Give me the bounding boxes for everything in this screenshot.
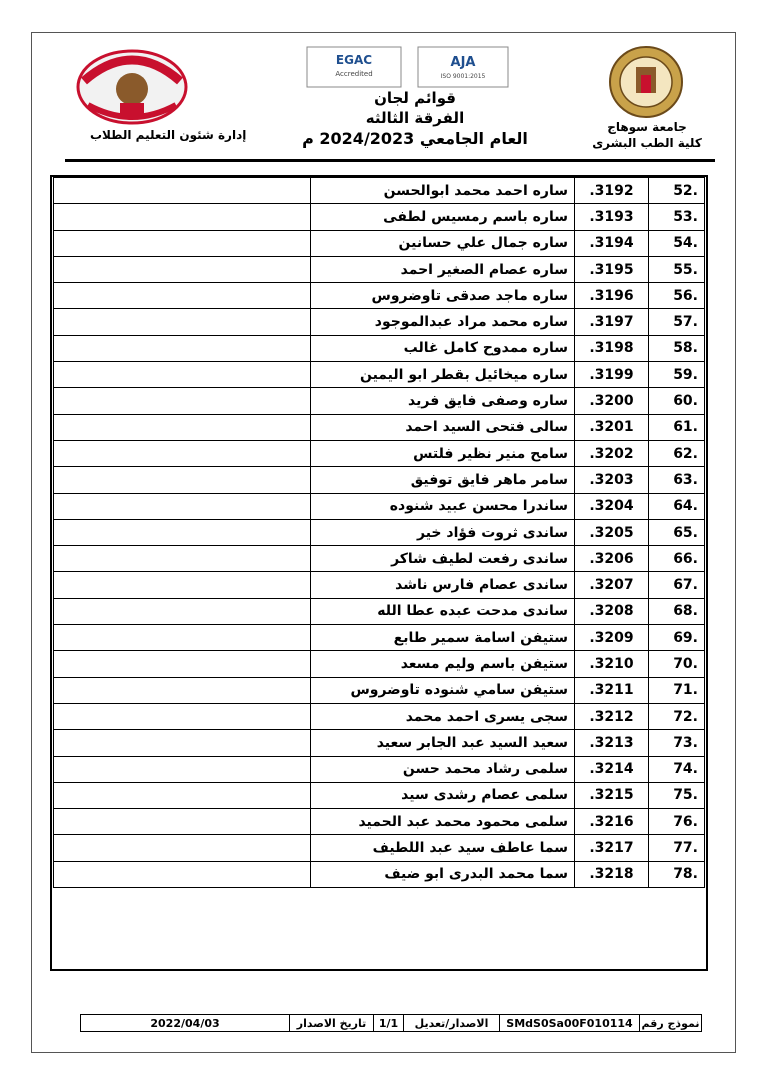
table-row xyxy=(54,178,705,204)
student-name-cell: ساره وصفى فايق فريد xyxy=(311,388,575,414)
signature-cell xyxy=(54,178,311,204)
table-row xyxy=(54,861,705,887)
student-name-cell: ساندى عصام فارس ناشد xyxy=(311,572,575,598)
signature-cell xyxy=(54,414,311,440)
seat-number-cell: 3196. xyxy=(575,283,649,309)
seat-number-cell: 3217. xyxy=(575,835,649,861)
seat-number-cell: 3218. xyxy=(575,861,649,887)
serial-cell: .52 xyxy=(649,178,705,204)
table-row xyxy=(54,572,705,598)
seat-number-cell: 3216. xyxy=(575,809,649,835)
seat-number-cell: 3192. xyxy=(575,178,649,204)
signature-cell xyxy=(54,335,311,361)
student-name-cell: ساندى ثروت فؤاد خير xyxy=(311,519,575,545)
signature-cell xyxy=(54,519,311,545)
table-row xyxy=(54,835,705,861)
seat-number-cell: 3205. xyxy=(575,519,649,545)
table-row xyxy=(54,809,705,835)
serial-cell: .77 xyxy=(649,835,705,861)
student-name-cell: سعيد السيد عبد الجابر سعيد xyxy=(311,730,575,756)
signature-cell xyxy=(54,861,311,887)
serial-cell: .56 xyxy=(649,283,705,309)
issue-date-label: تاريخ الاصدار xyxy=(289,1015,373,1031)
signature-cell xyxy=(54,651,311,677)
seat-number-cell: 3203. xyxy=(575,467,649,493)
serial-cell: .70 xyxy=(649,651,705,677)
student-name-cell: ساندرا محسن عبيد شنوده xyxy=(311,493,575,519)
seat-number-cell: 3206. xyxy=(575,546,649,572)
serial-cell: .61 xyxy=(649,414,705,440)
table-row xyxy=(54,467,705,493)
university-logo xyxy=(607,45,685,120)
table-row xyxy=(54,703,705,729)
seat-number-cell: 3202. xyxy=(575,440,649,466)
student-name-cell: سلمى عصام رشدى سيد xyxy=(311,782,575,808)
signature-cell xyxy=(54,572,311,598)
table-row xyxy=(54,782,705,808)
student-name-cell: ساره عصام الصغير احمد xyxy=(311,256,575,282)
student-name-cell: ساره ميخائيل بقطر ابو اليمين xyxy=(311,362,575,388)
svg-text:EGAC: EGAC xyxy=(335,53,373,67)
table-row xyxy=(54,730,705,756)
seat-number-cell: 3207. xyxy=(575,572,649,598)
document-title xyxy=(300,88,530,150)
signature-cell xyxy=(54,388,311,414)
seat-number-cell: 3212. xyxy=(575,703,649,729)
student-name-cell: ساره باسم رمسيس لطفى xyxy=(311,204,575,230)
svg-text:Accredited: Accredited xyxy=(335,70,373,78)
signature-cell xyxy=(54,493,311,519)
student-name-cell: سامح منير نظير فلتس xyxy=(311,440,575,466)
serial-cell: .76 xyxy=(649,809,705,835)
serial-cell: .75 xyxy=(649,782,705,808)
seat-number-cell: 3210. xyxy=(575,651,649,677)
serial-cell: .71 xyxy=(649,677,705,703)
signature-cell xyxy=(54,440,311,466)
signature-cell xyxy=(54,625,311,651)
table-row xyxy=(54,756,705,782)
seat-number-cell: 3213. xyxy=(575,730,649,756)
table-row xyxy=(54,362,705,388)
student-name-cell: ساره جمال علي حسانين xyxy=(311,230,575,256)
header-divider xyxy=(65,159,715,162)
form-number-value: SMdS0Sa00F010114 xyxy=(499,1015,639,1031)
document-footer xyxy=(80,1014,702,1032)
table-row xyxy=(54,677,705,703)
serial-cell: .73 xyxy=(649,730,705,756)
college-label: كلية الطب البشرى xyxy=(592,136,702,150)
seat-number-cell: 3195. xyxy=(575,256,649,282)
table-row xyxy=(54,414,705,440)
seat-number-cell: 3204. xyxy=(575,493,649,519)
seat-number-cell: 3200. xyxy=(575,388,649,414)
serial-cell: .68 xyxy=(649,598,705,624)
seat-number-cell: 3201. xyxy=(575,414,649,440)
serial-cell: .64 xyxy=(649,493,705,519)
student-name-cell: ساندى مدحت عبده عطا الله xyxy=(311,598,575,624)
table-row xyxy=(54,519,705,545)
seat-number-cell: 3197. xyxy=(575,309,649,335)
university-label: جامعة سوهاج xyxy=(607,120,687,134)
table-row xyxy=(54,546,705,572)
student-name-cell: سامر ماهر فايق توفيق xyxy=(311,467,575,493)
student-name-cell: ستيفن اسامة سمير طابع xyxy=(311,625,575,651)
table-row xyxy=(54,204,705,230)
student-roster-table xyxy=(53,177,705,888)
serial-cell: .55 xyxy=(649,256,705,282)
student-name-cell: سالى فتحى السيد احمد xyxy=(311,414,575,440)
student-name-cell: سلمى محمود محمد عبد الحميد xyxy=(311,809,575,835)
university-name xyxy=(592,119,702,151)
signature-cell xyxy=(54,283,311,309)
signature-cell xyxy=(54,782,311,808)
faculty-logo xyxy=(70,45,194,127)
serial-cell: .59 xyxy=(649,362,705,388)
serial-cell: .67 xyxy=(649,572,705,598)
student-name-cell: ساره محمد مراد عبدالموجود xyxy=(311,309,575,335)
serial-cell: .60 xyxy=(649,388,705,414)
table-row xyxy=(54,493,705,519)
seat-number-cell: 3214. xyxy=(575,756,649,782)
serial-cell: .74 xyxy=(649,756,705,782)
serial-cell: .69 xyxy=(649,625,705,651)
revision-label: الاصدار/تعديل xyxy=(403,1015,499,1031)
seat-number-cell: 3199. xyxy=(575,362,649,388)
student-name-cell: سجى يسرى احمد محمد xyxy=(311,703,575,729)
signature-cell xyxy=(54,809,311,835)
signature-cell xyxy=(54,256,311,282)
issue-date-value: 2022/04/03 xyxy=(150,1016,220,1030)
revision-value: 1/1 xyxy=(373,1015,403,1031)
student-name-cell: سما عاطف سيد عبد اللطيف xyxy=(311,835,575,861)
seat-number-cell: 3198. xyxy=(575,335,649,361)
serial-cell: .53 xyxy=(649,204,705,230)
student-name-cell: سلمى رشاد محمد حسن xyxy=(311,756,575,782)
certification-logos xyxy=(306,46,510,88)
title-committee-lists: قوائم لجان xyxy=(374,89,456,107)
table-row xyxy=(54,256,705,282)
serial-cell: .66 xyxy=(649,546,705,572)
table-row xyxy=(54,388,705,414)
seat-number-cell: 3208. xyxy=(575,598,649,624)
signature-cell xyxy=(54,467,311,493)
student-name-cell: ستيفن باسم وليم مسعد xyxy=(311,651,575,677)
signature-cell xyxy=(54,677,311,703)
student-name-cell: ساره ممدوح كامل غالب xyxy=(311,335,575,361)
svg-text:AJA: AJA xyxy=(450,55,476,70)
seat-number-cell: 3211. xyxy=(575,677,649,703)
signature-cell xyxy=(54,362,311,388)
signature-cell xyxy=(54,546,311,572)
table-row xyxy=(54,625,705,651)
seat-number-cell: 3209. xyxy=(575,625,649,651)
serial-cell: .58 xyxy=(649,335,705,361)
signature-cell xyxy=(54,598,311,624)
student-name-cell: سما محمد البدرى ابو ضيف xyxy=(311,861,575,887)
table-row xyxy=(54,283,705,309)
serial-cell: .62 xyxy=(649,440,705,466)
table-row xyxy=(54,651,705,677)
serial-cell: .54 xyxy=(649,230,705,256)
seat-number-cell: 3194. xyxy=(575,230,649,256)
signature-cell xyxy=(54,230,311,256)
student-name-cell: ساره ماجد صدقى تاوضروس xyxy=(311,283,575,309)
student-name-cell: ساره احمد محمد ابوالحسن xyxy=(311,178,575,204)
serial-cell: .63 xyxy=(649,467,705,493)
table-row xyxy=(54,598,705,624)
roster-body xyxy=(54,178,705,888)
table-row xyxy=(54,230,705,256)
signature-cell xyxy=(54,730,311,756)
signature-cell xyxy=(54,835,311,861)
table-row xyxy=(54,335,705,361)
form-number-label: نموذج رقم xyxy=(639,1015,701,1031)
serial-cell: .78 xyxy=(649,861,705,887)
seat-number-cell: 3193. xyxy=(575,204,649,230)
title-year-group: الفرقة الثالثه xyxy=(365,109,465,127)
svg-text:ISO 9001:2015: ISO 9001:2015 xyxy=(440,73,486,80)
serial-cell: .57 xyxy=(649,309,705,335)
academic-year: العام الجامعي 2024/2023 م xyxy=(302,129,528,148)
student-name-cell: ساندى رفعت لطيف شاكر xyxy=(311,546,575,572)
signature-cell xyxy=(54,756,311,782)
serial-cell: .72 xyxy=(649,703,705,729)
table-row xyxy=(54,309,705,335)
signature-cell xyxy=(54,204,311,230)
seat-number-cell: 3215. xyxy=(575,782,649,808)
student-name-cell: ستيفن سامي شنوده تاوضروس xyxy=(311,677,575,703)
signature-cell xyxy=(54,703,311,729)
signature-cell xyxy=(54,309,311,335)
department-label: إدارة شئون التعليم الطلاب xyxy=(90,128,247,142)
table-row xyxy=(54,440,705,466)
serial-cell: .65 xyxy=(649,519,705,545)
